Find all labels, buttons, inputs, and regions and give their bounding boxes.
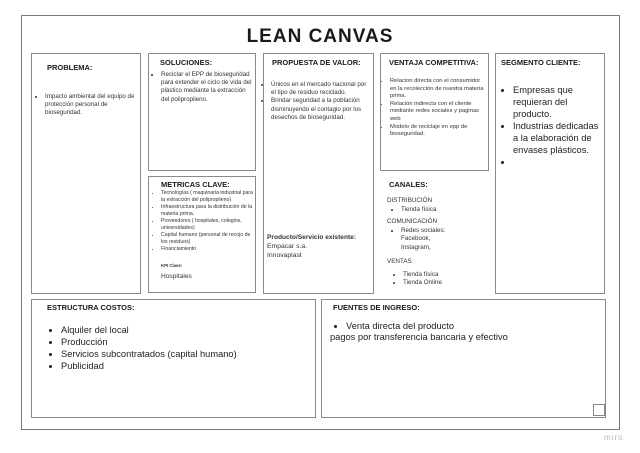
list-item: • Reciclar el EPP de bioseguridad para extender el ciclo de vida del plástico mediante la extracción del polipropileno. bbox=[161, 71, 254, 104]
list-item: • Financiamiento bbox=[161, 246, 254, 253]
channels-distribution-label: DISTRIBUCIÓN bbox=[387, 197, 433, 204]
channels-communication-list bbox=[392, 227, 448, 252]
problem-heading: PROBLEMA: bbox=[47, 63, 93, 72]
miro-watermark: miro bbox=[604, 433, 624, 442]
product-label: Producto/Servicio existente: bbox=[267, 234, 357, 241]
list-item: • Venta directa del producto bbox=[346, 320, 597, 332]
list-item: • Industrias dedicadas a la elaboración de envases plásticos. bbox=[513, 120, 602, 156]
costs-heading: ESTRUCTURA COSTOS: bbox=[47, 303, 135, 312]
problem-list bbox=[36, 93, 136, 118]
channels-communication-label: COMUNICACIÓN bbox=[387, 218, 438, 225]
list-item: • Impacto ambiental del equipo de protección personal de bioseguridad. bbox=[45, 93, 136, 118]
product-name-1: Empacar s.a. bbox=[267, 243, 308, 250]
list-item: • Tecnologías ( maquinaria industrial para la extracción del polipropileno) bbox=[161, 190, 254, 204]
page-title: LEAN CANVAS bbox=[246, 26, 394, 47]
list-item: • Tienda Online bbox=[403, 279, 442, 287]
list-item: • Alquiler del local bbox=[61, 324, 312, 336]
kpi-label: KPI Clave: bbox=[161, 263, 183, 268]
list-item: • Publicidad bbox=[61, 360, 312, 372]
list-item: • Redes sociales: Facebook, Instagram, bbox=[401, 227, 448, 252]
list-item: • Relacion directa con el consumidor en la recolección de nuestra materia prima. bbox=[390, 78, 487, 101]
list-item: • Tienda física bbox=[401, 206, 436, 214]
list-item: • Únicos en el mercado nacional por el tipo de residuo reciclado. bbox=[271, 81, 370, 97]
costs-list bbox=[52, 324, 312, 372]
list-item: • Empresas que requieran del producto. bbox=[513, 84, 602, 120]
list-item: • Infraestructura para la distribución de la materia prima. bbox=[161, 204, 254, 218]
revenue-heading: FUENTES DE INGRESO: bbox=[333, 303, 420, 312]
list-item: • Tienda física bbox=[403, 271, 442, 279]
list-item: • Servicios subcontratados (capital humano) bbox=[61, 348, 312, 360]
list-item: • Brindar seguridad a la población disminuyendo el contagio por los desechos de bioseguridad. bbox=[271, 97, 370, 122]
revenue-box[interactable] bbox=[321, 299, 606, 418]
resize-handle[interactable] bbox=[593, 404, 605, 416]
list-item: • Relación indirecta con el cliente mediante redes sociales y paginas web bbox=[390, 101, 487, 124]
channels-distribution-list bbox=[392, 206, 436, 214]
advantage-heading: VENTAJA COMPETITIVA: bbox=[389, 58, 479, 67]
channels-sales-label: VENTAS bbox=[387, 258, 412, 265]
channels-sales-list bbox=[394, 271, 442, 288]
metrics-list bbox=[152, 190, 254, 253]
metrics-heading: METRICAS CLAVE: bbox=[161, 180, 230, 189]
segment-heading: SEGMENTO CLIENTE: bbox=[501, 58, 581, 67]
revenue-payment-text: pagos por transferencia bancaria y efectivo bbox=[330, 332, 508, 342]
segment-list bbox=[504, 84, 602, 168]
solutions-list bbox=[152, 71, 254, 104]
list-item: • Capital humano (personal de recojo de los residuos) bbox=[161, 232, 254, 246]
list-item: • Proveedores ( hospitales, colegios, universidades) bbox=[161, 218, 254, 232]
value-prop-list bbox=[262, 81, 370, 122]
kpi-value: Hospitales bbox=[161, 273, 192, 280]
list-item: • Producción bbox=[61, 336, 312, 348]
value-prop-heading: PROPUESTA DE VALOR: bbox=[272, 58, 361, 67]
list-item bbox=[513, 156, 602, 168]
product-name-2: Innovaplast bbox=[267, 252, 302, 259]
problem-box[interactable] bbox=[31, 53, 141, 294]
channels-heading: CANALES: bbox=[389, 180, 428, 189]
advantage-list bbox=[381, 78, 487, 139]
solutions-heading: SOLUCIONES: bbox=[160, 58, 213, 67]
list-item: • Modelo de reciclaje en epp de bioseguridad. bbox=[390, 124, 487, 139]
